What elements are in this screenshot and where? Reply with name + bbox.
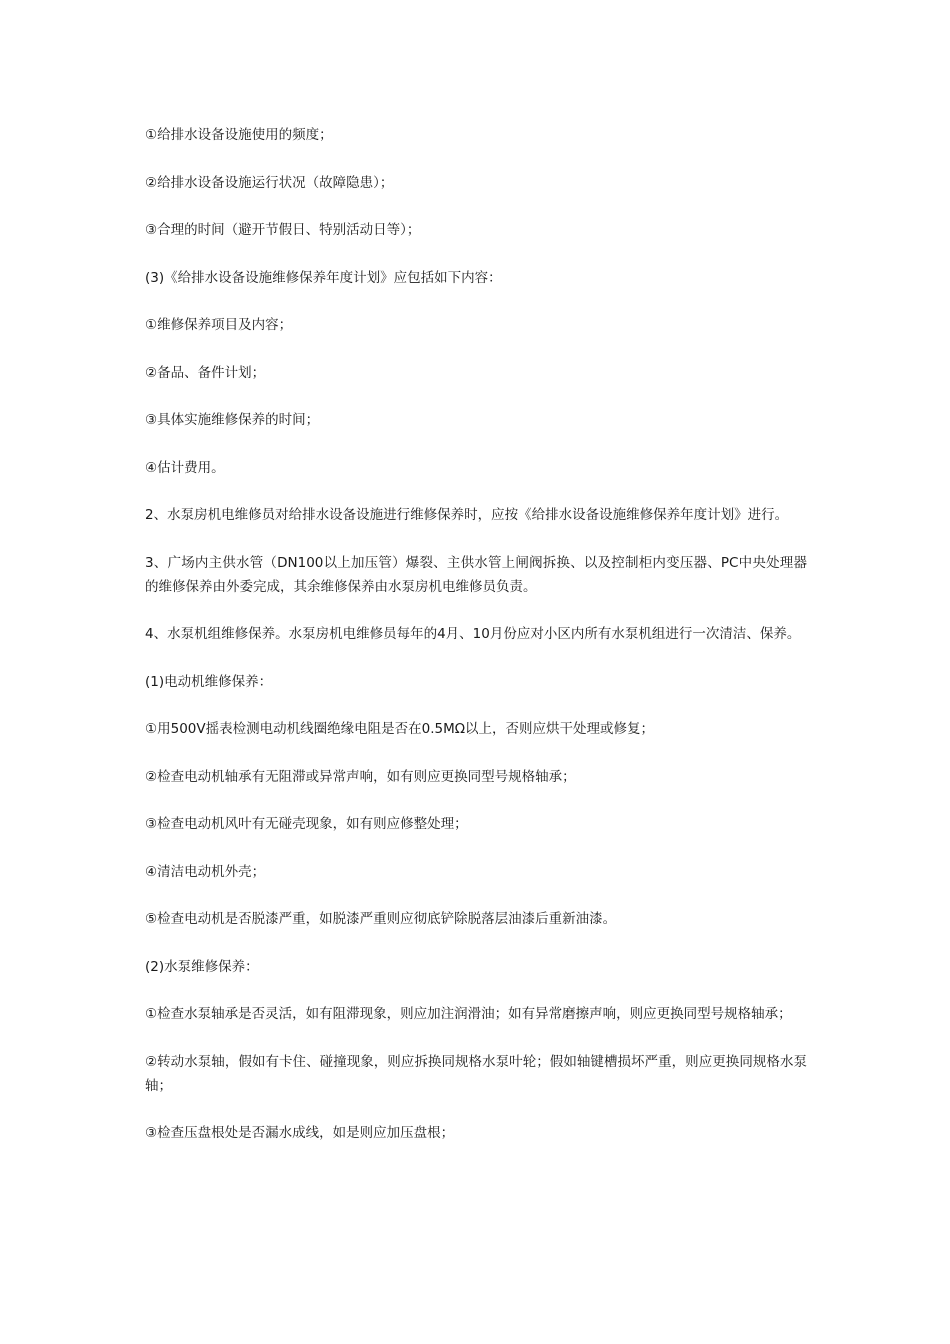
numbered-paragraph-2: 2、水泵房机电维修员对给排水设备设施进行维修保养时，应按《给排水设备设施维修保养年度计划》进行。 <box>145 507 789 523</box>
paragraph-item-5: ②备品、备件计划； <box>145 364 266 381</box>
paragraph-item-8: ①用500V摇表检测电动机线圈绝缘电阻是否在0.5MΩ以上，否则应烘干处理或修复； <box>145 721 655 737</box>
paragraph-item-14: ②转动水泵轴，假如有卡住、碰撞现象，则应拆换同规格水泵叶轮；假如轴键槽损坏严重，则应更换同规格水泵轴； <box>145 1053 807 1094</box>
paragraph-item-4: ①维修保养项目及内容； <box>145 317 293 333</box>
paragraph-item-12: ⑤检查电动机是否脱漆严重，如脱漆严重则应彻底铲除脱落层油漆后重新油漆。 <box>145 911 617 927</box>
paragraph-item-13: ①检查水泵轴承是否灵活，如有阻滞现象，则应加注润滑油；如有异常磨擦声响，则应更换同型号规格轴承； <box>145 1006 792 1022</box>
document-body <box>145 123 807 1169</box>
numbered-paragraph-3: 3、广场内主供水管（DN100以上加压管）爆裂、主供水管上闸阀拆换、以及控制柜内变压器、PC中央处理器的维修保养由外委完成，其余维修保养由水泵房机电维修员负责。 <box>145 554 807 595</box>
paragraph-item-15: ③检查压盘根处是否漏水成线，如是则应加压盘根； <box>145 1125 455 1141</box>
numbered-paragraph-4: 4、水泵机组维修保养。水泵房机电维修员每年的4月、10月份应对小区内所有水泵机组进行一次清洁、保养。 <box>145 626 801 642</box>
section-heading-annual-plan: (3)《给排水设备设施维修保养年度计划》应包括如下内容： <box>145 269 502 286</box>
section-heading-motor: (1)电动机维修保养： <box>145 673 273 690</box>
paragraph-item-3: ③合理的时间（避开节假日、特别活动日等）； <box>145 222 421 238</box>
paragraph-item-6: ③具体实施维修保养的时间； <box>145 412 320 428</box>
paragraph-item-11: ④清洁电动机外壳； <box>145 863 266 880</box>
paragraph-item-7: ④估计费用。 <box>145 459 225 476</box>
section-heading-pump: (2)水泵维修保养： <box>145 958 259 975</box>
paragraph-item-9: ②检查电动机轴承有无阻滞或异常声响，如有则应更换同型号规格轴承； <box>145 768 576 785</box>
paragraph-item-1: ①给排水设备设施使用的频度； <box>145 127 333 143</box>
paragraph-item-2: ②给排水设备设施运行状况（故障隐患）； <box>145 174 394 191</box>
paragraph-item-10: ③检查电动机风叶有无碰壳现象，如有则应修整处理； <box>145 816 468 832</box>
